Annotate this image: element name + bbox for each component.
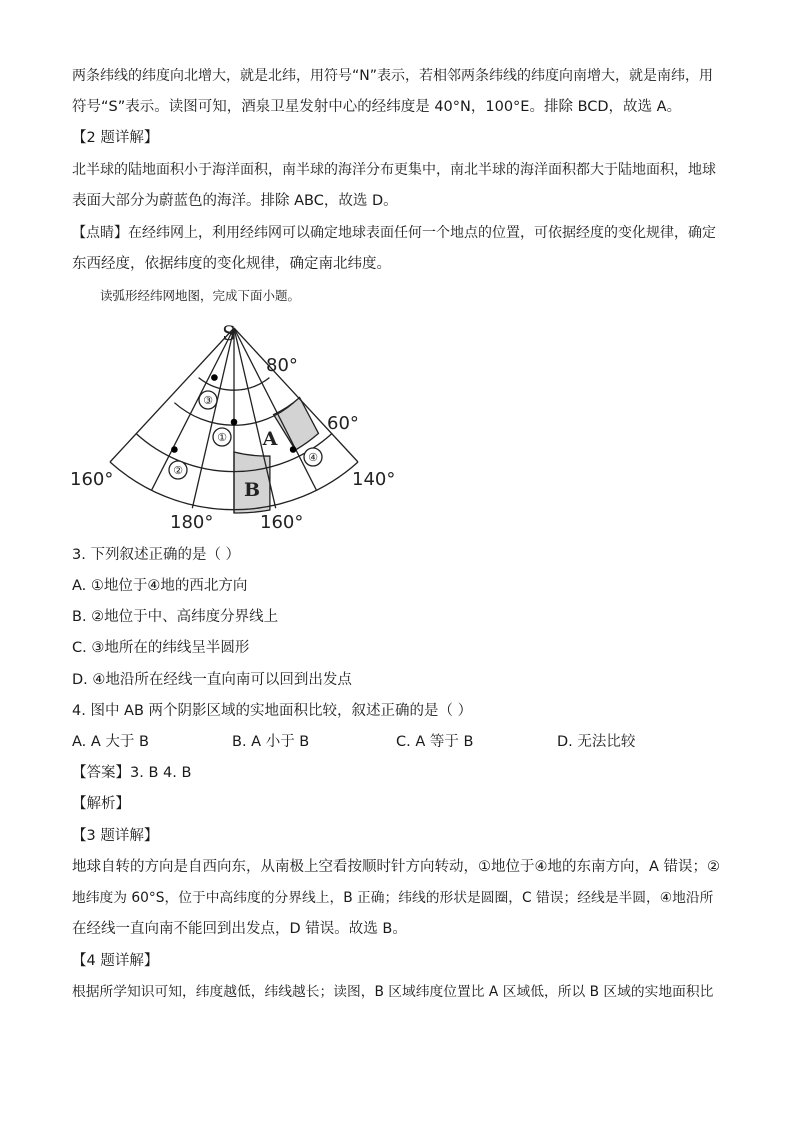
question-4-option-b: B. A 小于 B <box>232 734 310 750</box>
text-line: 两条纬线的纬度向北增大，就是北纬，用符号“N”表示，若相邻两条纬线的纬度向南增大，就是南纬，用 <box>72 68 713 84</box>
question-4-option-d: D. 无法比较 <box>557 734 636 750</box>
question-3-option-b: B. ②地位于中、高纬度分界线上 <box>72 609 279 625</box>
lon-label-180: 180° <box>170 512 214 532</box>
text-line: 地球自转的方向是自西向东，从南极上空看按顺时针方向转动，①地位于④地的东南方向，A 错误；② <box>72 859 721 875</box>
graticule-map <box>62 320 402 532</box>
region-a-label: A <box>262 428 278 450</box>
region-a-shade <box>274 398 319 451</box>
lon-label-160-bottom: 160° <box>260 512 304 532</box>
question-4-option-c: C. A 等于 B <box>396 734 474 750</box>
lon-label-160-left: 160° <box>70 469 114 490</box>
text-line: 地纬度为 60°S，位于中高纬度的分界线上，B 正确；纬线的形状是圆圈，C 错误；经线是半圆，④地沿所 <box>72 890 714 906</box>
answer-line <box>72 763 722 783</box>
text-line: 根据所学知识可知，纬度越低，纬线越长；读图，B 区域纬度位置比 A 区域低，所以 B 区域的实地面积比 <box>72 984 714 1000</box>
point-1-label: ① <box>217 431 227 444</box>
answer-text: 3. B 4. B <box>130 765 192 781</box>
lat-label-80: 80° <box>266 355 298 376</box>
text-line: 表面大部分为蔚蓝色的海洋。排除 ABC，故选 D。 <box>72 193 398 209</box>
detail-4-heading: 【4 题详解】 <box>72 953 159 969</box>
map-dot <box>171 446 178 453</box>
text-line: 在经线一直向南不能回到出发点，D 错误。故选 B。 <box>72 921 407 937</box>
text-line: 【点睛】在经纬网上，利用经纬网可以确定地球表面任何一个地点的位置，可依据经度的变化规律，确定 <box>72 225 716 241</box>
detail-3-heading: 【3 题详解】 <box>72 828 159 844</box>
lat-label-60: 60° <box>327 413 359 434</box>
point-4-label: ④ <box>308 451 318 464</box>
point-2-label: ② <box>173 464 183 477</box>
question-3-option-d: D. ④地沿所在经线一直向南可以回到出发点 <box>72 672 352 688</box>
lon-label-140: 140° <box>352 469 396 490</box>
point-3-label: ③ <box>203 394 213 407</box>
analysis-label: 【解析】 <box>72 796 130 812</box>
map-dot <box>290 446 297 453</box>
pole-label: S <box>222 321 236 345</box>
question-3-option-c: C. ③地所在的纬线呈半圆形 <box>72 640 250 656</box>
question-4-option-a: A. A 大于 B <box>72 734 149 750</box>
section-heading: 【2 题详解】 <box>72 130 159 146</box>
figure-caption: 读弧形经纬网地图，完成下面小题。 <box>100 288 301 303</box>
question-3-stem: 3. 下列叙述正确的是（ ） <box>72 547 241 563</box>
text-line: 符号“S”表示。读图可知，酒泉卫星发射中心的经纬度是 40°N，100°E。排除 BCD，故选 A。 <box>72 99 682 115</box>
map-dot <box>231 419 238 426</box>
text-line: 东西经度，依据纬度的变化规律，确定南北纬度。 <box>72 256 391 272</box>
question-4-stem: 4. 图中 AB 两个阴影区域的实地面积比较，叙述正确的是（ ） <box>72 703 473 719</box>
text-line: 北半球的陆地面积小于海洋面积，南半球的海洋分布更集中，南北半球的海洋面积都大于陆地面积，地球 <box>72 162 716 178</box>
map-dot <box>211 374 218 381</box>
region-b-label: B <box>243 479 261 501</box>
question-3-option-a: A. ①地位于④地的西北方向 <box>72 578 248 594</box>
answer-label: 【答案】 <box>72 765 130 781</box>
